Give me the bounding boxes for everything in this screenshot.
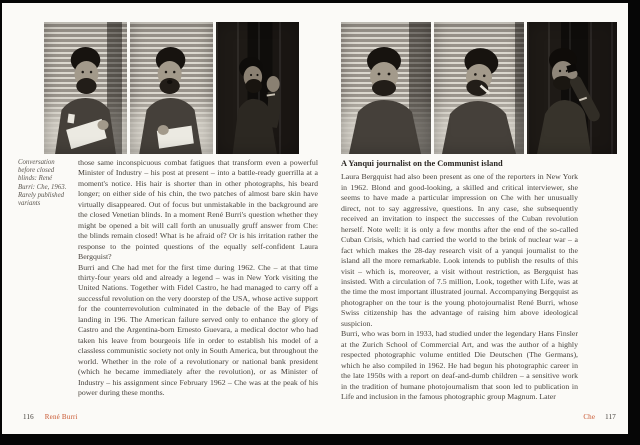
- che-portrait-illustration: [130, 22, 213, 154]
- photo-caption: Conversation before closed blinds: René Burri: Che, 1963. Rarely published variants: [18, 159, 67, 208]
- body-paragraph: those same inconspicuous combat fatigues that transform even a powerful Minister of Industry – his post at present – into a battle-ready guerrilla at a moment's notice. His hair is shorter than in other photographs, his beard longer; on either side of his chin, the two patches of almost bare skin have virtually disappeared. Out of focus but unmistakable in the background are the closed Venetian blinds. In a moment René Burri's question whether they might be opened a bit will call forth an unusually gruff answer from Che: the blinds remain closed! What is he afraid of? Or is his irritation rather the response to the pointed questions of the equally self-confident Laura Bergquist?: [78, 158, 318, 262]
- right-page-footer: [583, 413, 616, 421]
- body-paragraph: Burri, who was born in 1933, had studied under the legendary Hans Finsler at the Zurich School of Commercial Art, and was the author of a highly respected photographic volume entitled Die Deutschen (The Germans), which he also compiled in 1962. He had begun his photographic career in the late 1950s with a report on deaf-and-dumb children – a sensitive work in the tradition of humane photojournalism that soon led to publication in Life and inclusion in the famous photographic group Magnum. Later: [341, 329, 578, 401]
- photo-che-facing-camera: [341, 22, 431, 154]
- photo-che-hand-to-mouth: [527, 22, 617, 154]
- left-page-footer: [23, 413, 78, 421]
- page-number-right: 117: [605, 413, 616, 421]
- photo-che-speaking-papers: [130, 22, 213, 154]
- photo-che-raised-fist: [216, 22, 299, 154]
- che-portrait-illustration: [434, 22, 524, 154]
- body-paragraph: Laura Bergquist had also been present as one of the reporters in New York in 1962. Blond and good-looking, a skilled and critical interviewer, she seems to have made a particular impression on Che with her unusually direct, not to say aggressive, questions. In any case, she subsequently received an invitation to inspect the successes of the Cuban revolution herself. Note well: it is only a few months after the end of the so-called Cuban Crisis, which had carried the world to the brink of nuclear war – a fact which makes the 28-day research visit of a yanqui journalist to the island all the more remarkable. Look intends to publish the results of this visit – which is, moreover, a visit without restriction, as Bergquist has insisted. With a circulation of 7.5 million, Look, together with Life, was at the time the most important illustrated journal. Accompanying Bergquist as photographer on the tour is the young photojournalist René Burri, whose Swiss citizenship has the advantage of raising him above ideological suspicion.: [341, 172, 578, 328]
- left-page-text-column: [78, 158, 318, 398]
- photo-che-cigar-looking-down: [434, 22, 524, 154]
- body-paragraph: Burri and Che had met for the first time during 1962. Che – at that time thirty-four years old and already a legend – was in New York visiting the United Nations. Together with Fidel Castro, he had managed to carry off a successful revolution on the very doorstep of the USA, whose active support for the counterrevolution culminated in the debacle of the Bay of Pigs landing in 196. The American failure served only to enhance the glory of Castro and the Argentina-born Ernesto Guevara, a medical doctor who had taken his leave from bourgeois life in order to establish his model of a classless communistic society not only in South America, but throughout the world. Whether in the role of a revolutionary or national bank president (which he became immediately after the revolution), or as Minister of Industry – his assignment since February 1962 – Che was at the peak of his power during these months.: [78, 262, 318, 397]
- che-portrait-illustration: [527, 22, 617, 154]
- page-number-left: 116: [23, 413, 34, 421]
- che-portrait-illustration: [341, 22, 431, 154]
- che-portrait-illustration: [44, 22, 127, 154]
- running-title-right: Che: [583, 413, 596, 421]
- right-page-text-column: [341, 159, 578, 402]
- che-portrait-illustration: [216, 22, 299, 154]
- running-title-left: René Burri: [44, 413, 78, 421]
- photo-che-reading-papers: [44, 22, 127, 154]
- section-heading: A Yanqui journalist on the Communist island: [341, 159, 503, 168]
